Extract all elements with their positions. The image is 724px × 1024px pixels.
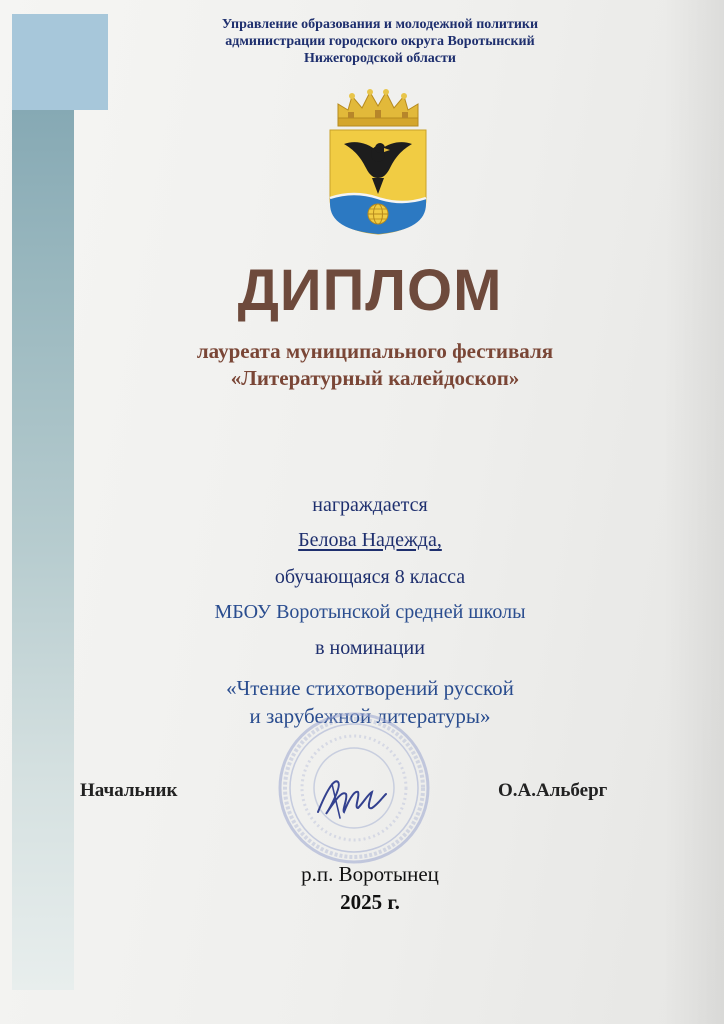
awarded-label: награждается [312, 494, 428, 516]
issue-footer [220, 860, 520, 916]
decor-stripe-light [12, 14, 108, 110]
issue-place: р.п. Воротынец [301, 862, 439, 886]
globe-icon [368, 204, 388, 224]
festival-name: «Литературный калейдоскоп» [230, 366, 520, 390]
crown-icon [338, 89, 418, 126]
subtitle-line-1: лауреата муниципального фестиваля [196, 339, 554, 363]
issuer-line-1: Управление образования и молодежной политики [221, 17, 539, 32]
handwritten-signature-icon [312, 772, 392, 822]
issuer-header [150, 16, 610, 67]
diploma-subtitle [100, 338, 650, 392]
paper-shadow [664, 0, 724, 1024]
diploma-title: ДИПЛОМ [237, 258, 503, 323]
decor-stripe-dark [12, 110, 74, 990]
issue-year: 2025 г. [340, 890, 400, 914]
nomination-intro: в номинации [315, 637, 425, 659]
issuer-line-3: Нижегородской области [304, 51, 456, 66]
nomination-line-1: «Чтение стихотворений русской [226, 676, 514, 700]
issuer-line-2: администрации городского округа Воротынский [225, 34, 535, 49]
nomination-line-2: и зарубежной литературы» [249, 704, 491, 728]
recipient-school: МБОУ Воротынской средней школы [214, 601, 526, 623]
signatory-position: Начальник [80, 780, 178, 801]
recipient-name: Белова Надежда, [298, 529, 442, 551]
signatory-name: О.А.Альберг [498, 780, 608, 801]
coat-of-arms-icon [328, 86, 428, 236]
recipient-grade: обучающаяся 8 класса [274, 566, 466, 588]
